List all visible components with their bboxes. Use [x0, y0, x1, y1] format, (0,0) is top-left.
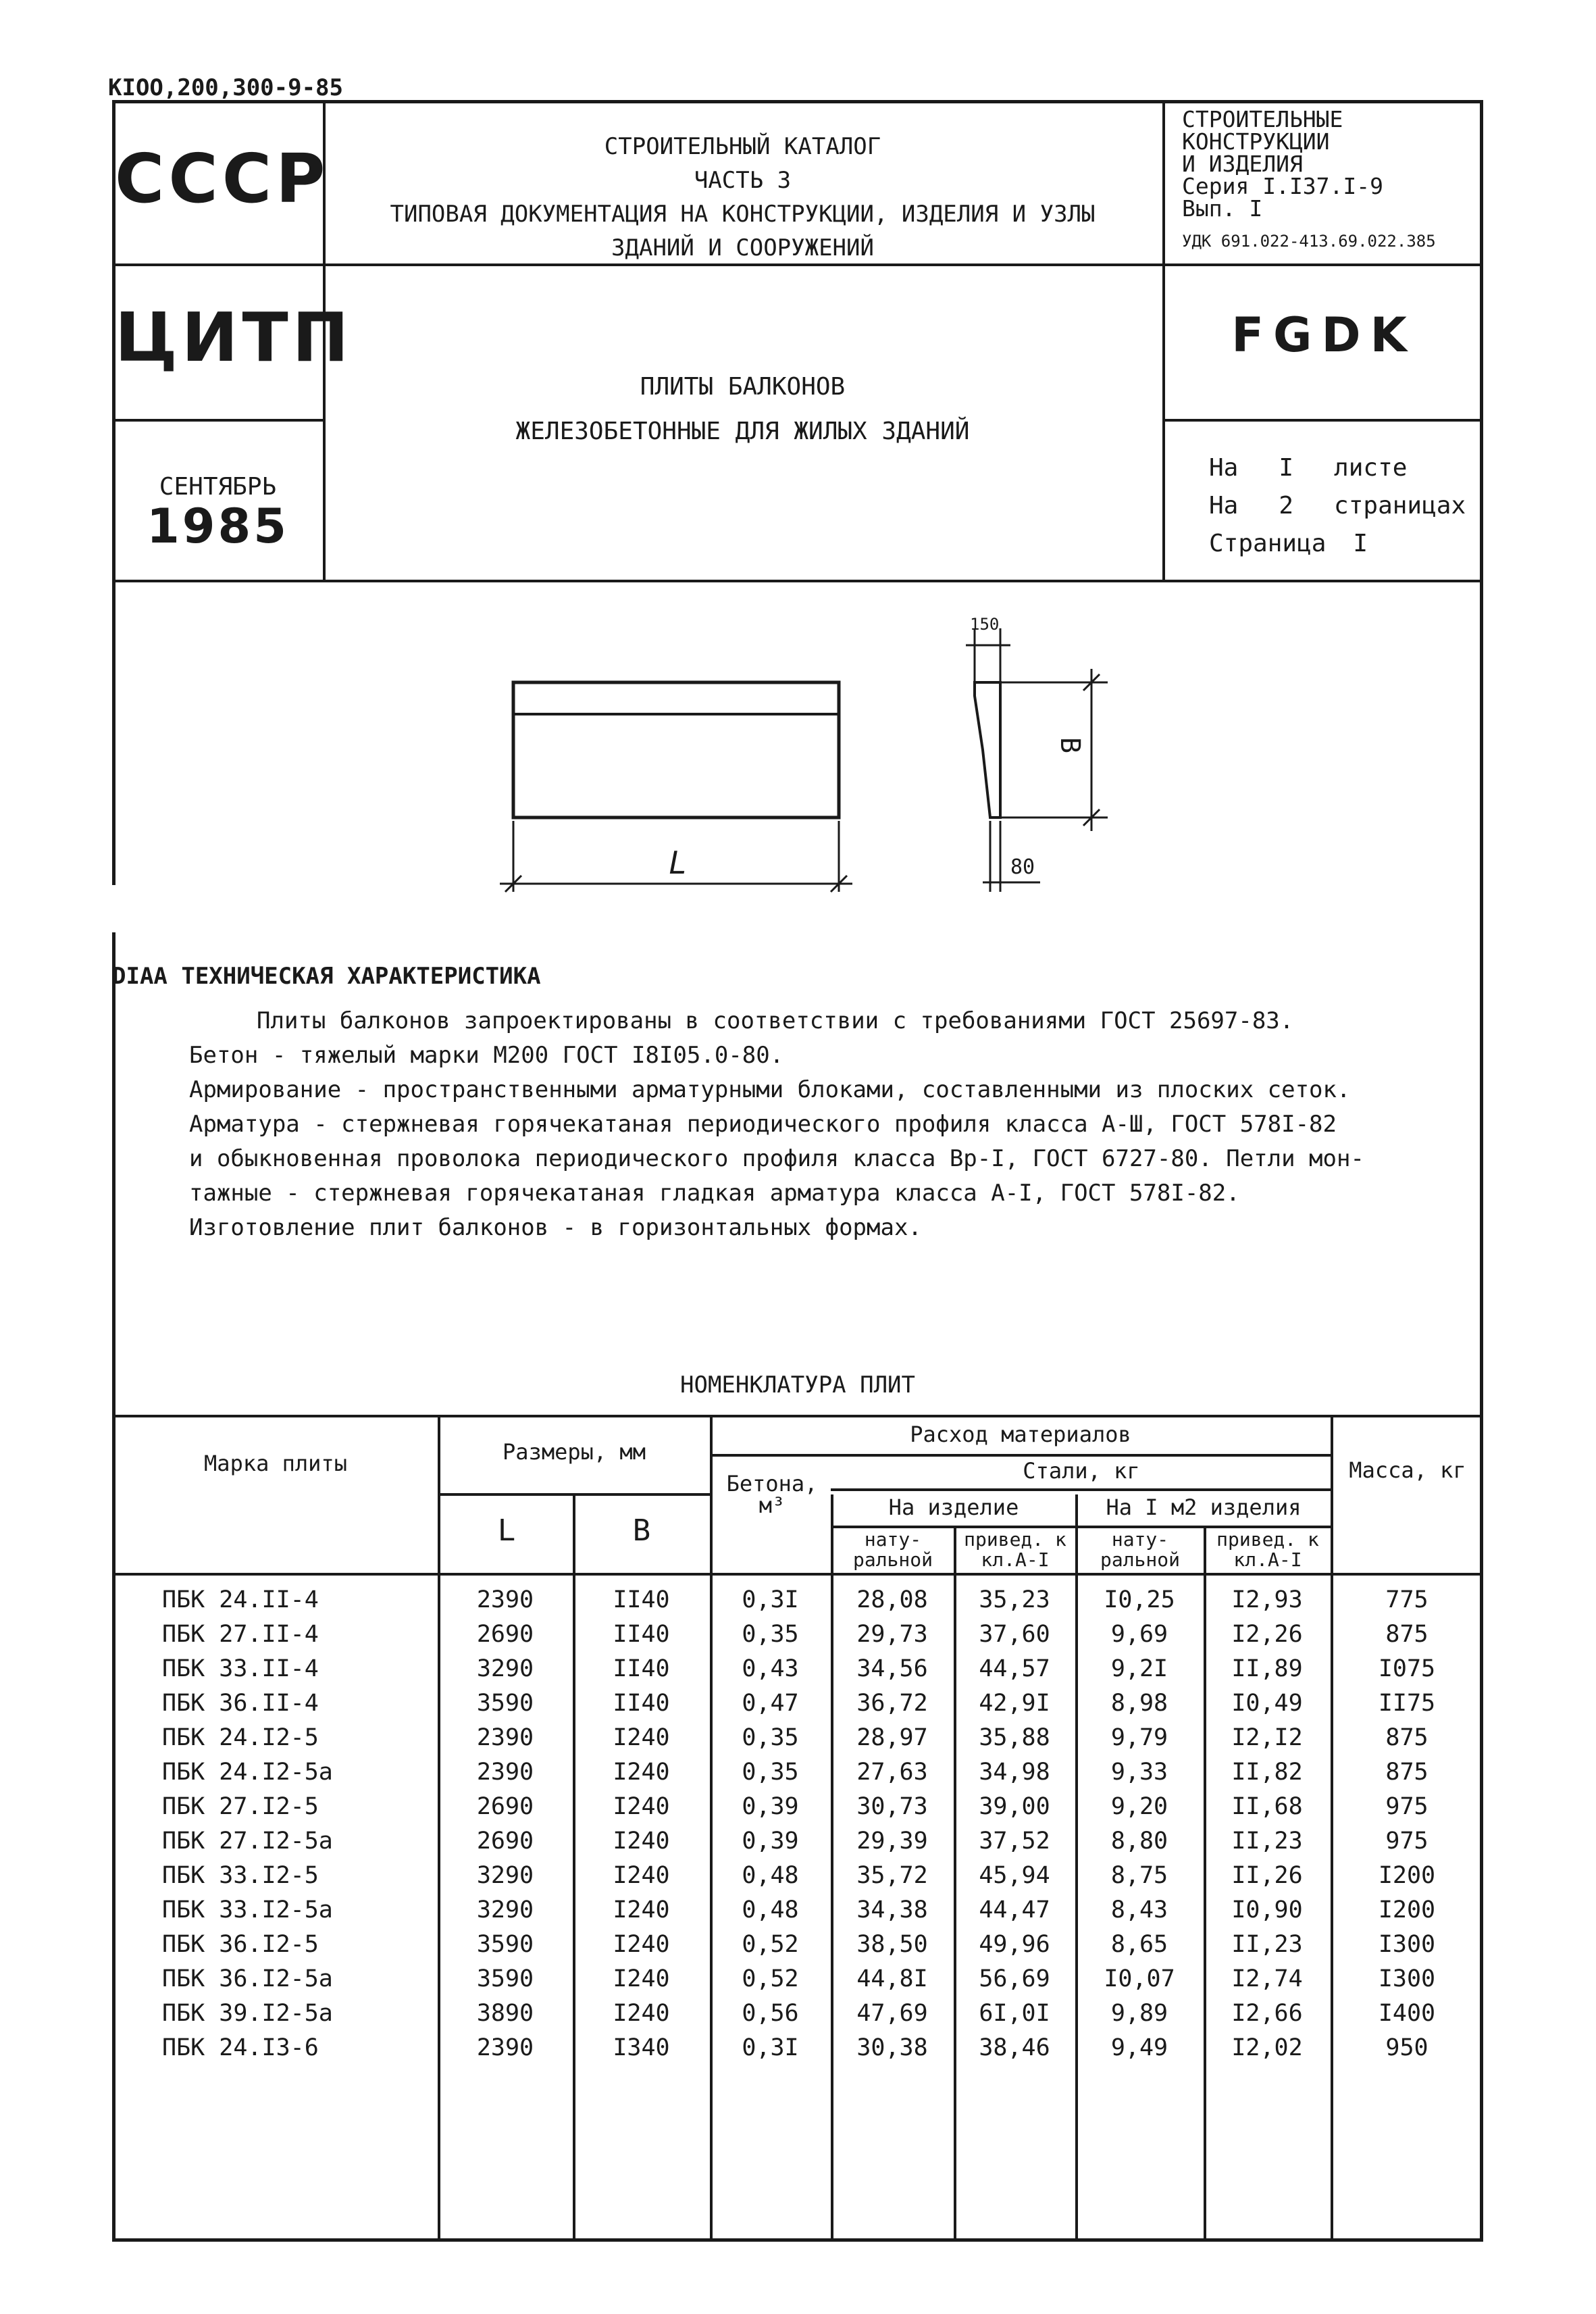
cell-concrete: 0,48: [742, 1862, 799, 1889]
table-row: [112, 2000, 1483, 2034]
sheet-l3b: I: [1353, 530, 1368, 557]
cell-m2-natural: 8,98: [1110, 1690, 1168, 1717]
cell-concrete: 0,56: [742, 2000, 799, 2027]
cell-mass: I200: [1378, 1862, 1436, 1889]
cell-steel-natural: 47,69: [856, 2000, 928, 2027]
tech-line-6: тажные - стержневая горячекатаная гладкая арматура класса А-I, ГОСТ 578I-82.: [189, 1180, 1240, 1207]
cell-width: I240: [613, 2000, 670, 2027]
cell-steel-reduced: 44,57: [979, 1655, 1050, 1682]
catalog-line-2: ЧАСТЬ 3: [694, 167, 792, 194]
cell-mass: 975: [1385, 1828, 1428, 1855]
table-row: [112, 1690, 1483, 1724]
hdr-steel: Стали, кг: [1023, 1458, 1140, 1484]
date-month: СЕНТЯБРЬ: [159, 473, 277, 501]
label-dim-80: 80: [1010, 855, 1035, 879]
table-row: [112, 1586, 1483, 1620]
cell-width: II40: [613, 1586, 670, 1613]
cell-steel-reduced: 45,94: [979, 1862, 1050, 1889]
section-line-2: КОНСТРУКЦИИ: [1182, 128, 1330, 155]
cell-mark: ПБК 27.II-4: [162, 1621, 319, 1648]
cell-concrete: 0,52: [742, 1931, 799, 1958]
cell-concrete: 0,3I: [742, 2034, 799, 2061]
cell-steel-natural: 34,38: [856, 1896, 928, 1923]
cell-steel-reduced: 38,46: [979, 2034, 1050, 2061]
tech-line-7: Изготовление плит балконов - в горизонтальных формах.: [189, 1214, 922, 1241]
cell-mark: ПБК 24.I3-6: [162, 2034, 319, 2061]
table-row: [112, 1793, 1483, 1827]
cell-length: 3590: [476, 1931, 534, 1958]
cell-mass: 775: [1385, 1586, 1428, 1613]
table-row: [112, 1965, 1483, 1999]
hdr-l: L: [497, 1513, 516, 1548]
cell-m2-reduced: I0,49: [1231, 1690, 1303, 1717]
cell-mass: 975: [1385, 1793, 1428, 1820]
cell-mark: ПБК 24.II-4: [162, 1586, 319, 1613]
cell-m2-natural: 9,20: [1110, 1793, 1168, 1820]
table-row: [112, 1862, 1483, 1896]
label-l: L: [669, 845, 688, 881]
label-b: В: [1054, 736, 1086, 754]
cell-mark: ПБК 39.I2-5а: [162, 2000, 333, 2027]
product-title-line-2: ЖЕЛЕЗОБЕТОННЫЕ ДЛЯ ЖИЛЫХ ЗДАНИЙ: [515, 418, 970, 445]
cell-m2-natural: 9,2I: [1110, 1655, 1168, 1682]
cell-mark: ПБК 27.I2-5а: [162, 1828, 333, 1855]
cell-length: 3590: [476, 1690, 534, 1717]
cell-steel-natural: 36,72: [856, 1690, 928, 1717]
cell-width: I240: [613, 1828, 670, 1855]
hdr-concrete: Бетона, м³: [726, 1471, 818, 1518]
cell-m2-reduced: I2,02: [1231, 2034, 1303, 2061]
hdr-line-sizes: [438, 1493, 710, 1496]
tech-line-2: Бетон - тяжелый марки М200 ГОСТ I8I05.0-80.: [189, 1042, 784, 1069]
table-row: [112, 1896, 1483, 1930]
cell-length: 2690: [476, 1621, 534, 1648]
cell-m2-reduced: I0,90: [1231, 1896, 1303, 1923]
cell-steel-reduced: 44,47: [979, 1896, 1050, 1923]
frame-gap: [108, 885, 119, 932]
cell-concrete: 0,43: [742, 1655, 799, 1682]
cell-m2-natural: I0,25: [1104, 1586, 1175, 1613]
cell-length: 3290: [476, 1862, 534, 1889]
cell-length: 2390: [476, 1759, 534, 1786]
cell-steel-natural: 29,39: [856, 1828, 928, 1855]
cell-width: I240: [613, 1965, 670, 1992]
cell-width: I240: [613, 1724, 670, 1751]
cell-steel-reduced: 49,96: [979, 1931, 1050, 1958]
table-row: [112, 1655, 1483, 1689]
slab-drawing: [0, 0, 1596, 946]
section-line-1: СТРОИТЕЛЬНЫЕ: [1182, 106, 1343, 132]
tech-line-4: Арматура - стержневая горячекатаная периодического профиля класса А-Ш, ГОСТ 578I-82: [189, 1111, 1337, 1138]
cell-concrete: 0,39: [742, 1793, 799, 1820]
cell-m2-reduced: II,26: [1231, 1862, 1303, 1889]
slab-plan-outline: [513, 682, 839, 818]
hdr-line-consumption: [710, 1454, 1331, 1457]
cell-width: I240: [613, 1931, 670, 1958]
sheet-l1c: листе: [1334, 454, 1408, 482]
sheet-l2c: страницах: [1334, 492, 1466, 520]
cell-concrete: 0,52: [742, 1965, 799, 1992]
cell-mark: ПБК 36.I2-5: [162, 1931, 319, 1958]
cell-m2-reduced: II,23: [1231, 1931, 1303, 1958]
cell-width: I340: [613, 2034, 670, 2061]
hdr-reduced-m2: привед. к кл.А-I: [1216, 1528, 1319, 1571]
cell-mass: II75: [1378, 1690, 1436, 1717]
tech-line-3: Армирование - пространственными арматурными блоками, составленными из плоских сеток.: [189, 1076, 1351, 1103]
cell-steel-natural: 38,50: [856, 1931, 928, 1958]
cell-mark: ПБК 24.I2-5: [162, 1724, 319, 1751]
hdr-mass: Масса, кг: [1349, 1457, 1466, 1483]
cell-length: 3890: [476, 2000, 534, 2027]
section-line-3: И ИЗДЕЛИЯ: [1182, 151, 1303, 177]
cell-mark: ПБК 36.II-4: [162, 1690, 319, 1717]
cell-concrete: 0,35: [742, 1724, 799, 1751]
cell-length: 2390: [476, 1724, 534, 1751]
cell-concrete: 0,47: [742, 1690, 799, 1717]
cell-mark: ПБК 36.I2-5а: [162, 1965, 333, 1992]
cell-width: II40: [613, 1621, 670, 1648]
cell-steel-reduced: 34,98: [979, 1759, 1050, 1786]
tech-heading: DIAA ТЕХНИЧЕСКАЯ ХАРАКТЕРИСТИКА: [112, 963, 541, 990]
table-top-line: [112, 1415, 1483, 1417]
cell-steel-natural: 29,73: [856, 1621, 928, 1648]
cell-m2-reduced: II,89: [1231, 1655, 1303, 1682]
cell-m2-natural: I0,07: [1104, 1965, 1175, 1992]
cell-mass: 875: [1385, 1759, 1428, 1786]
cell-steel-natural: 30,73: [856, 1793, 928, 1820]
sheet-l3a: Страница: [1209, 530, 1327, 557]
cell-length: 2690: [476, 1828, 534, 1855]
table-row: [112, 2034, 1483, 2068]
series: Серия I.I37.I-9: [1182, 173, 1384, 199]
cell-steel-reduced: 56,69: [979, 1965, 1050, 1992]
cell-width: I240: [613, 1793, 670, 1820]
cell-concrete: 0,3I: [742, 1586, 799, 1613]
table-row: [112, 1724, 1483, 1758]
cell-m2-reduced: I2,I2: [1231, 1724, 1303, 1751]
cell-steel-natural: 28,08: [856, 1586, 928, 1613]
hdr-per-item: На изделие: [888, 1494, 1019, 1520]
cell-steel-reduced: 35,23: [979, 1586, 1050, 1613]
cell-length: 3590: [476, 1965, 534, 1992]
cell-m2-natural: 8,65: [1110, 1931, 1168, 1958]
classification-code: FGDK: [1231, 307, 1416, 363]
sheet-l2a: На: [1209, 492, 1239, 520]
table-row: [112, 1931, 1483, 1965]
cell-width: I240: [613, 1896, 670, 1923]
cell-m2-natural: 9,69: [1110, 1621, 1168, 1648]
table-row: [112, 1759, 1483, 1792]
cell-steel-reduced: 39,00: [979, 1793, 1050, 1820]
cell-mark: ПБК 33.II-4: [162, 1655, 319, 1682]
udk: УДК 691.022-413.69.022.385: [1182, 232, 1436, 251]
hdr-consumption: Расход материалов: [910, 1422, 1131, 1447]
org-ussr: СССР: [115, 139, 330, 218]
tech-text: [189, 1004, 1472, 1245]
cell-steel-natural: 28,97: [856, 1724, 928, 1751]
org-citp: ЦИТП: [115, 298, 353, 377]
cell-m2-reduced: I2,66: [1231, 2000, 1303, 2027]
slab-section-profile: [975, 682, 1000, 818]
catalog-line-4: ЗДАНИЙ И СООРУЖЕНИЙ: [611, 234, 874, 261]
sheet-l1b: I: [1279, 454, 1294, 482]
tech-line-1: Плиты балконов запроектированы в соответствии с требованиями ГОСТ 25697-83.: [257, 1007, 1294, 1034]
cell-length: 2390: [476, 1586, 534, 1613]
sheet-l1a: На: [1209, 454, 1239, 482]
cell-concrete: 0,35: [742, 1759, 799, 1786]
cell-m2-reduced: II,68: [1231, 1793, 1303, 1820]
cell-mass: I075: [1378, 1655, 1436, 1682]
hdr-sizes: Размеры, мм: [503, 1439, 646, 1465]
cell-steel-natural: 35,72: [856, 1862, 928, 1889]
cell-width: II40: [613, 1690, 670, 1717]
cell-m2-reduced: I2,26: [1231, 1621, 1303, 1648]
cell-mark: ПБК 33.I2-5: [162, 1862, 319, 1889]
cell-mass: I300: [1378, 1965, 1436, 1992]
table-row: [112, 1828, 1483, 1861]
cell-m2-reduced: I2,93: [1231, 1586, 1303, 1613]
cell-length: 2390: [476, 2034, 534, 2061]
issue: Вып. I: [1182, 195, 1263, 222]
cell-m2-reduced: II,82: [1231, 1759, 1303, 1786]
cell-steel-reduced: 37,60: [979, 1621, 1050, 1648]
cell-m2-natural: 8,80: [1110, 1828, 1168, 1855]
cell-steel-reduced: 35,88: [979, 1724, 1050, 1751]
cell-mass: 875: [1385, 1724, 1428, 1751]
cell-mass: 875: [1385, 1621, 1428, 1648]
sheet-l2b: 2: [1279, 492, 1294, 520]
cell-m2-reduced: I2,74: [1231, 1965, 1303, 1992]
cell-mass: I200: [1378, 1896, 1436, 1923]
cell-m2-natural: 9,89: [1110, 2000, 1168, 2027]
document-code: KIOO,200,300-9-85: [108, 74, 343, 101]
cell-length: 3290: [476, 1896, 534, 1923]
cell-steel-reduced: 37,52: [979, 1828, 1050, 1855]
hdr-reduced: привед. к кл.А-I: [964, 1528, 1066, 1571]
hdr-b: В: [632, 1513, 651, 1548]
cell-m2-natural: 8,43: [1110, 1896, 1168, 1923]
cell-mark: ПБК 24.I2-5а: [162, 1759, 333, 1786]
hdr-mark: Марка плиты: [204, 1451, 347, 1476]
hdr-per-m2: На I м2 изделия: [1106, 1494, 1302, 1520]
tech-line-5: и обыкновенная проволока периодического профиля класса Вр-I, ГОСТ 6727-80. Петли мон-: [189, 1145, 1364, 1172]
catalog-line-3: ТИПОВАЯ ДОКУМЕНТАЦИЯ НА КОНСТРУКЦИИ, ИЗДЕЛИЯ И УЗЛЫ: [390, 201, 1096, 228]
label-dim-150: 150: [970, 615, 1000, 634]
cell-steel-natural: 34,56: [856, 1655, 928, 1682]
cell-m2-natural: 9,33: [1110, 1759, 1168, 1786]
cell-width: I240: [613, 1759, 670, 1786]
cell-concrete: 0,48: [742, 1896, 799, 1923]
cell-mass: I300: [1378, 1931, 1436, 1958]
cell-steel-natural: 27,63: [856, 1759, 928, 1786]
table-row: [112, 1621, 1483, 1655]
cell-m2-natural: 8,75: [1110, 1862, 1168, 1889]
hdr-natural-m2: нату- ральной: [1100, 1528, 1180, 1571]
date-year: 1985: [147, 499, 289, 554]
cell-mass: 950: [1385, 2034, 1428, 2061]
cell-concrete: 0,35: [742, 1621, 799, 1648]
cell-m2-reduced: II,23: [1231, 1828, 1303, 1855]
cell-steel-reduced: 42,9I: [979, 1690, 1050, 1717]
cell-steel-natural: 30,38: [856, 2034, 928, 2061]
cell-mark: ПБК 33.I2-5а: [162, 1896, 333, 1923]
cell-mark: ПБК 27.I2-5: [162, 1793, 319, 1820]
cell-m2-natural: 9,79: [1110, 1724, 1168, 1751]
cell-m2-natural: 9,49: [1110, 2034, 1168, 2061]
hdr-natural: нату- ральной: [852, 1528, 933, 1571]
cell-length: 2690: [476, 1793, 534, 1820]
cell-length: 3290: [476, 1655, 534, 1682]
hdr-bottom-line: [112, 1573, 1483, 1576]
hdr-line-steel: [831, 1488, 1331, 1491]
cell-width: II40: [613, 1655, 670, 1682]
cell-concrete: 0,39: [742, 1828, 799, 1855]
cell-mass: I400: [1378, 2000, 1436, 2027]
cell-width: I240: [613, 1862, 670, 1889]
cell-steel-natural: 44,8I: [856, 1965, 928, 1992]
cell-steel-reduced: 6I,0I: [979, 2000, 1050, 2027]
product-title-line-1: ПЛИТЫ БАЛКОНОВ: [640, 373, 846, 401]
table-title: НОМЕНКЛАТУРА ПЛИТ: [680, 1372, 915, 1399]
catalog-line-1: СТРОИТЕЛЬНЫЙ КАТАЛОГ: [604, 133, 881, 160]
